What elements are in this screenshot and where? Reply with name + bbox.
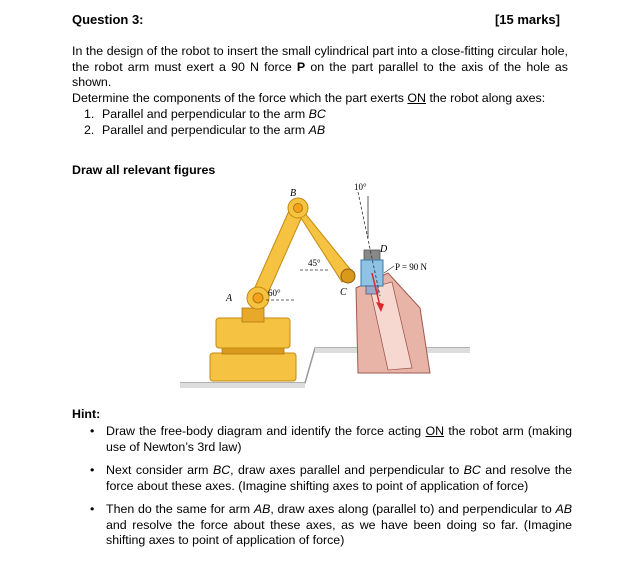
question-title: Question 3: (72, 12, 144, 27)
draw-instruction: Draw all relevant figures (72, 163, 216, 177)
list-item: 2. Parallel and perpendicular to the arm AB (84, 122, 326, 137)
robot-base-bottom (210, 353, 296, 381)
label-a: A (226, 293, 233, 304)
ground-hatch (180, 383, 305, 388)
angle-10-label: 10° (354, 182, 367, 192)
robot-figure (180, 178, 470, 388)
bullet-icon: • (90, 463, 95, 477)
on-emphasis: ON (407, 91, 427, 105)
force-label: P = 90 N (395, 262, 427, 272)
robot-diagram (180, 178, 470, 388)
label-b: B (290, 188, 297, 199)
list-item: • Then do the same for arm AB, draw axes along (parallel to) and perpendicular to AB and resolve the force about these axes, as we have been doing so far. (Imagine shifting axes to point of application of force) (90, 502, 572, 547)
list-item: • Draw the free-body diagram and identify the force acting ON the robot arm (making use of Newton’s 3rd law) (90, 424, 572, 454)
angle-60-label: 60° (268, 288, 281, 298)
task-statement: Determine the components of the force which the part exerts ON the robot along axes: (72, 91, 546, 105)
angle-45-label: 45° (308, 258, 321, 268)
force-symbol: P (296, 59, 306, 74)
problem-statement: In the design of the robot to insert the small cylindrical part into a close-fitting circular hole, the robot arm must exert a 90 N force P on the part parallel to the axis of the hole as shown. (72, 44, 569, 89)
label-d: D (380, 244, 388, 255)
hint-title: Hint: (72, 407, 101, 421)
list-item: • Next consider arm BC, draw axes parallel and perpendicular to BC and resolve the force about these axes. (Imagine shifting axes to point of application of force) (90, 463, 572, 493)
bullet-icon: • (90, 424, 95, 438)
hint-list (84, 424, 572, 549)
marks-label: [15 marks] (494, 12, 560, 27)
bullet-icon: • (90, 502, 95, 516)
joint-c (341, 269, 355, 283)
question-header (72, 12, 560, 28)
robot-base-column (242, 308, 264, 322)
list-item: 1. Parallel and perpendicular to the arm BC (84, 107, 326, 121)
robot-base-top (216, 318, 290, 348)
parts-list (84, 107, 326, 138)
label-c: C (340, 287, 347, 298)
